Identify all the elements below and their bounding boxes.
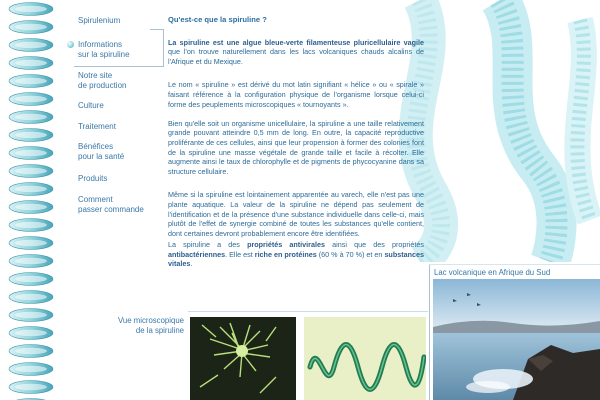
lake-frame-left: [429, 264, 430, 400]
paragraph-size: Bien qu'elle soit un organisme unicellulaire, la spiruline a une taille relativement grande pouvant atteindre 0,5 mm de long. En outre, la capacité reproductive proliférante de ces cellules, ainsi que leur propension à former des colonies font de la spiruline une masse végétale de grande taille et facile à récolter. Elle augmente ainsi le taux de chlorophylle et de pigments de phycocyanine dans sa structure cellulaire.: [168, 118, 424, 176]
volcanic-lake-photo: [433, 279, 600, 400]
page-title: Qu'est-ce que la spiruline ?: [168, 15, 267, 24]
nav-item-produits[interactable]: Produits: [78, 174, 108, 183]
intro-paragraph: [168, 38, 424, 67]
nav-item-informations[interactable]: Informations sur la spiruline: [78, 40, 130, 59]
nav-item-traitement[interactable]: Traitement: [78, 122, 116, 131]
prop-antiviral: propriétés antivirales: [247, 240, 325, 250]
nav-guide-line-bottom: [74, 66, 164, 67]
prop-text-c: ainsi que des propriétés: [324, 240, 424, 250]
lake-frame-top: [429, 264, 600, 265]
spirulina-filament-photo: [304, 317, 426, 400]
nav-item-culture[interactable]: Culture: [78, 101, 104, 110]
nav-item-commande[interactable]: Comment passer commande: [78, 195, 144, 214]
intro-bold: La spiruline est une algue bleue-verte filamenteuse pluricellulaire vagile: [168, 37, 424, 47]
nav-item-benefices[interactable]: Bénéfices pour la santé: [78, 142, 125, 161]
micro-frame-line: [188, 311, 428, 312]
paragraph-name-origin: Le nom « spiruline » est dérivé du mot latin signifiant « hélice » ou « spirale » faisant référence à la configuration physique de l'organisme lorsque celui-ci forme des peuplements microscopiques « tournoyants ».: [168, 80, 424, 109]
paragraph-properties: [168, 240, 424, 269]
lake-caption: Lac volcanique en Afrique du Sud: [434, 268, 551, 277]
paragraph-synergy: Même si la spiruline est lointainement apparentée au varech, elle n'est pas une plante aquatique. La valeur de la spiruline ne dépend pas seulement de l'identification et de la présence d'une substance individuelle dans celle-ci, mais plutôt de l'effet de synergie combiné de toutes les substances qu'elle contient, dont certaines devront probablement encore être identifiées.: [168, 190, 424, 238]
prop-text-e: (60 % à 70 %) et en: [316, 249, 385, 259]
intro-rest: que l'on trouve naturellement dans les lacs volcaniques chauds alcalins de l'Afrique et du Mexique.: [168, 47, 424, 66]
prop-text-f: .: [190, 259, 193, 269]
prop-antibacterial: antibactériennes: [168, 249, 226, 259]
article-content: [168, 15, 424, 279]
prop-protein: riche en protéines: [254, 249, 317, 259]
microscopic-colony-photo: [190, 317, 296, 400]
nav-item-spirulenium[interactable]: Spirulenium: [78, 16, 121, 25]
micro-caption: Vue microscopique de la spiruline: [117, 316, 184, 335]
nav-guide-line-top: [150, 29, 164, 30]
prop-vital: substances vitales: [168, 249, 424, 269]
nav-guide-line-vertical: [163, 29, 164, 67]
prop-text-d: . Elle est: [225, 249, 255, 259]
prop-text-a: La spiruline a des: [168, 240, 248, 250]
nav-item-site-production[interactable]: Notre site de production: [78, 71, 127, 90]
left-spiral-decoration: [0, 0, 62, 400]
